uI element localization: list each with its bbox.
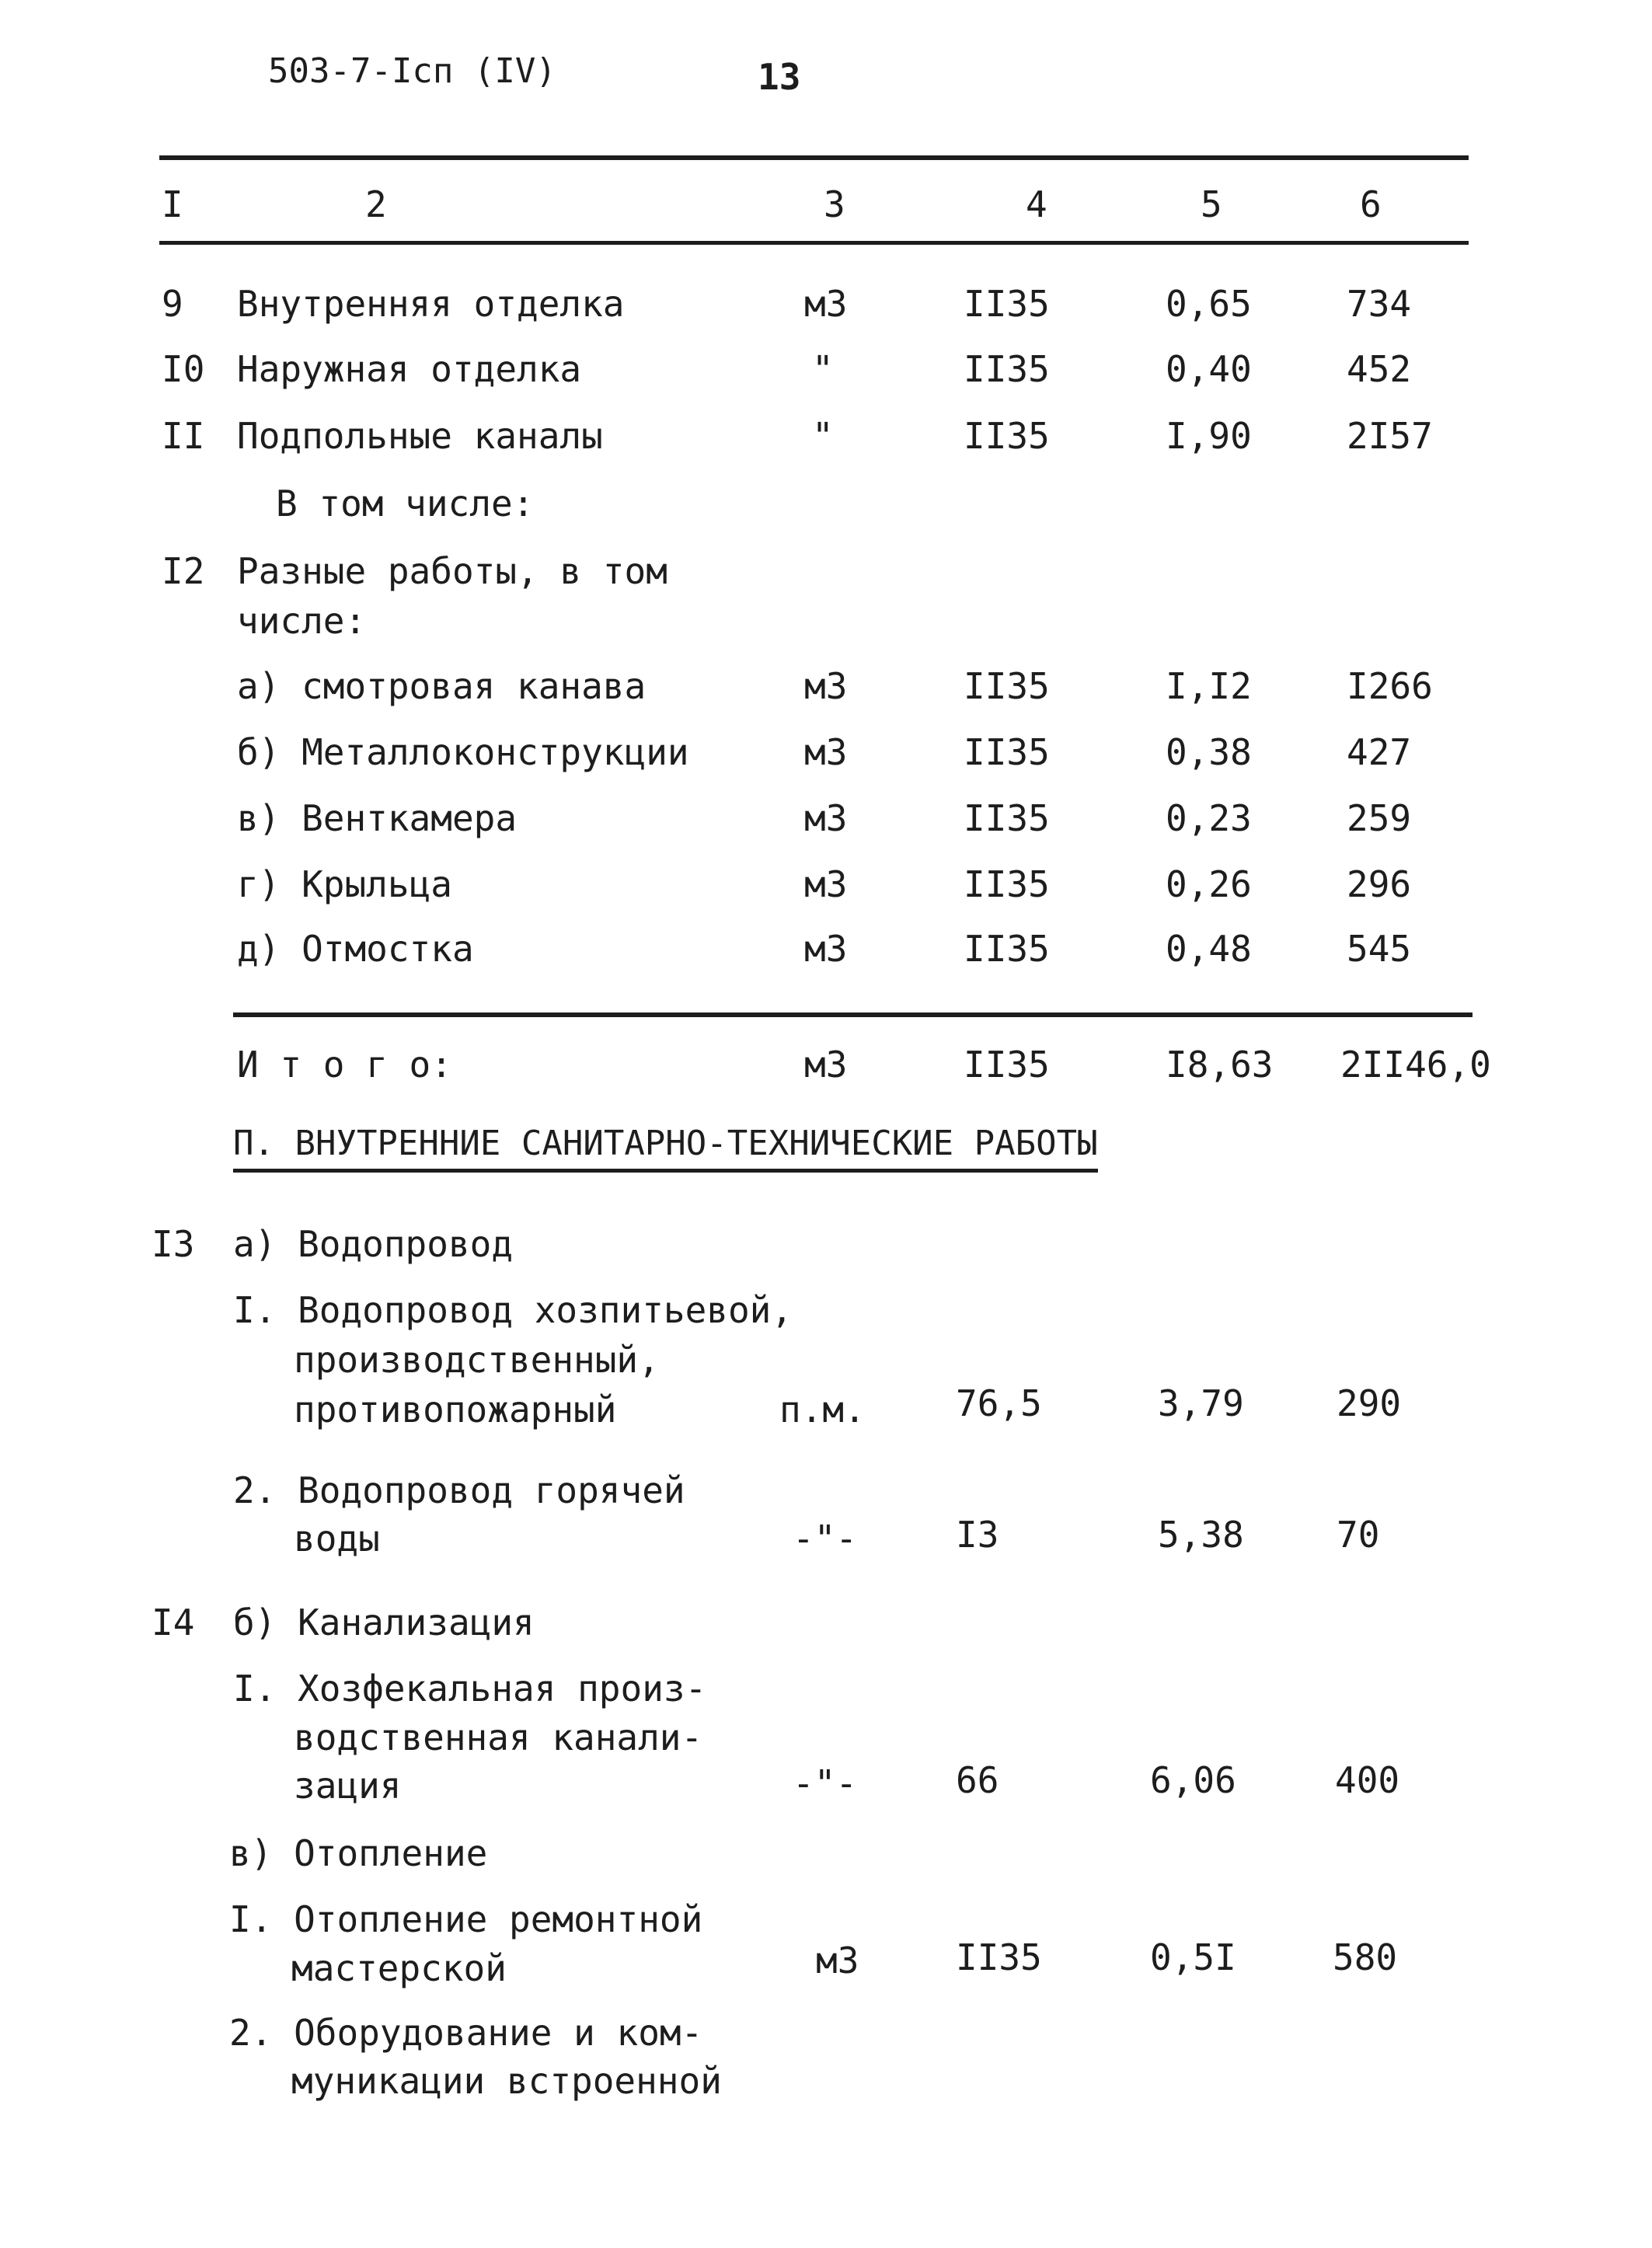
- row-name: Наружная отделка: [237, 348, 582, 390]
- table-top-rule: [159, 155, 1469, 160]
- row-total: 427: [1347, 731, 1412, 773]
- row-name-continued: муникации встроенной: [291, 2060, 722, 2102]
- row-name: I. Отопление ремонтной: [229, 1898, 703, 1940]
- column-header: 5: [1201, 183, 1222, 225]
- column-header: 4: [1026, 183, 1047, 225]
- row-number: I2: [162, 550, 205, 592]
- row-price: 0,38: [1166, 731, 1252, 773]
- total-rule: [233, 1012, 1473, 1017]
- section-title: П. ВНУТРЕННИЕ САНИТАРНО-ТЕХНИЧЕСКИЕ РАБОТЫ: [233, 1127, 1098, 1173]
- row-name: I. Водопровод хозпитьевой,: [233, 1289, 793, 1331]
- column-header: I: [162, 183, 183, 225]
- row-number: II: [162, 415, 205, 457]
- total-sum: 2II46,0: [1340, 1044, 1491, 1086]
- total-label: И т о г о:: [237, 1044, 452, 1086]
- row-total: 70: [1337, 1514, 1380, 1556]
- row-name: в) Отопление: [229, 1832, 488, 1874]
- row-name-continued: зация: [294, 1765, 402, 1807]
- row-qty: II35: [964, 928, 1050, 970]
- row-name-continued: противопожарный: [294, 1389, 617, 1431]
- total-qty: II35: [964, 1044, 1050, 1086]
- row-price: I,I2: [1166, 665, 1252, 707]
- row-unit: п.м.: [779, 1389, 866, 1431]
- row-price: I,90: [1166, 415, 1252, 457]
- row-name-continued: воды: [294, 1518, 380, 1560]
- row-total: 545: [1347, 928, 1412, 970]
- row-unit: м3: [804, 863, 848, 905]
- row-total: 259: [1347, 797, 1412, 839]
- row-name: I. Хозфекальная произ-: [233, 1668, 707, 1710]
- row-price: 6,06: [1150, 1759, 1236, 1801]
- row-price: 0,48: [1166, 928, 1252, 970]
- page-number: 13: [758, 56, 801, 98]
- row-name: а) смотровая канава: [237, 665, 647, 707]
- row-unit: м3: [804, 283, 848, 325]
- row-unit: -"-: [793, 1518, 858, 1560]
- row-total: I266: [1347, 665, 1433, 707]
- row-qty: II35: [964, 797, 1050, 839]
- row-unit: м3: [804, 928, 848, 970]
- column-header: 3: [824, 183, 845, 225]
- column-header: 2: [365, 183, 387, 225]
- row-unit: м3: [816, 1940, 859, 1981]
- row-name: г) Крыльца: [237, 863, 452, 905]
- row-price: 0,23: [1166, 797, 1252, 839]
- document-code: 503-7-Iсп (IV): [268, 51, 556, 91]
- row-qty: II35: [964, 283, 1050, 325]
- header-bottom-rule: [159, 241, 1469, 245]
- row-unit: ": [812, 348, 834, 390]
- row-total: 580: [1333, 1936, 1398, 1978]
- row-name-continued: числе:: [237, 600, 367, 642]
- row-total: 290: [1337, 1382, 1402, 1424]
- row-unit: ": [812, 415, 834, 457]
- row-name: в) Венткамера: [237, 797, 518, 839]
- row-qty: II35: [964, 348, 1050, 390]
- row-unit: -"-: [793, 1762, 858, 1804]
- row-qty: II35: [964, 863, 1050, 905]
- row-qty: II35: [964, 731, 1050, 773]
- row-price: 0,5I: [1150, 1936, 1236, 1978]
- row-total: 734: [1347, 283, 1412, 325]
- row-qty: 66: [956, 1759, 999, 1801]
- row-qty: I3: [956, 1514, 999, 1556]
- row-name-continued: мастерской: [291, 1947, 507, 1989]
- row-number: I0: [162, 348, 205, 390]
- row-unit: м3: [804, 665, 848, 707]
- row-number: I3: [152, 1223, 195, 1265]
- row-name: 2. Водопровод горячей: [233, 1469, 685, 1511]
- row-number: I4: [152, 1601, 195, 1643]
- row-price: 0,65: [1166, 283, 1252, 325]
- row-name: д) Отмостка: [237, 928, 474, 970]
- row-name: Внутренняя отделка: [237, 283, 625, 325]
- row-qty: II35: [956, 1936, 1042, 1978]
- row-total: 400: [1335, 1759, 1400, 1801]
- row-name: б) Металлоконструкции: [237, 731, 689, 773]
- row-price: 3,79: [1158, 1382, 1244, 1424]
- row-name: Разные работы, в том: [237, 550, 667, 592]
- row-qty: 76,5: [956, 1382, 1042, 1424]
- total-price: I8,63: [1166, 1044, 1274, 1086]
- row-subheading: В том числе:: [276, 483, 535, 525]
- column-header: 6: [1360, 183, 1382, 225]
- row-total: 296: [1347, 863, 1412, 905]
- row-total: 452: [1347, 348, 1412, 390]
- row-name: б) Канализация: [233, 1601, 535, 1643]
- row-price: 0,40: [1166, 348, 1252, 390]
- total-unit: м3: [804, 1044, 848, 1086]
- row-unit: м3: [804, 797, 848, 839]
- row-price: 0,26: [1166, 863, 1252, 905]
- row-unit: м3: [804, 731, 848, 773]
- row-name: а) Водопровод: [233, 1223, 514, 1265]
- row-name: 2. Оборудование и ком-: [229, 2012, 703, 2054]
- row-price: 5,38: [1158, 1514, 1244, 1556]
- row-name-continued: производственный,: [294, 1339, 660, 1381]
- row-number: 9: [162, 283, 183, 325]
- row-qty: II35: [964, 415, 1050, 457]
- row-name: Подпольные каналы: [237, 415, 603, 457]
- row-qty: II35: [964, 665, 1050, 707]
- row-total: 2I57: [1347, 415, 1433, 457]
- row-name-continued: водственная канали-: [294, 1716, 703, 1758]
